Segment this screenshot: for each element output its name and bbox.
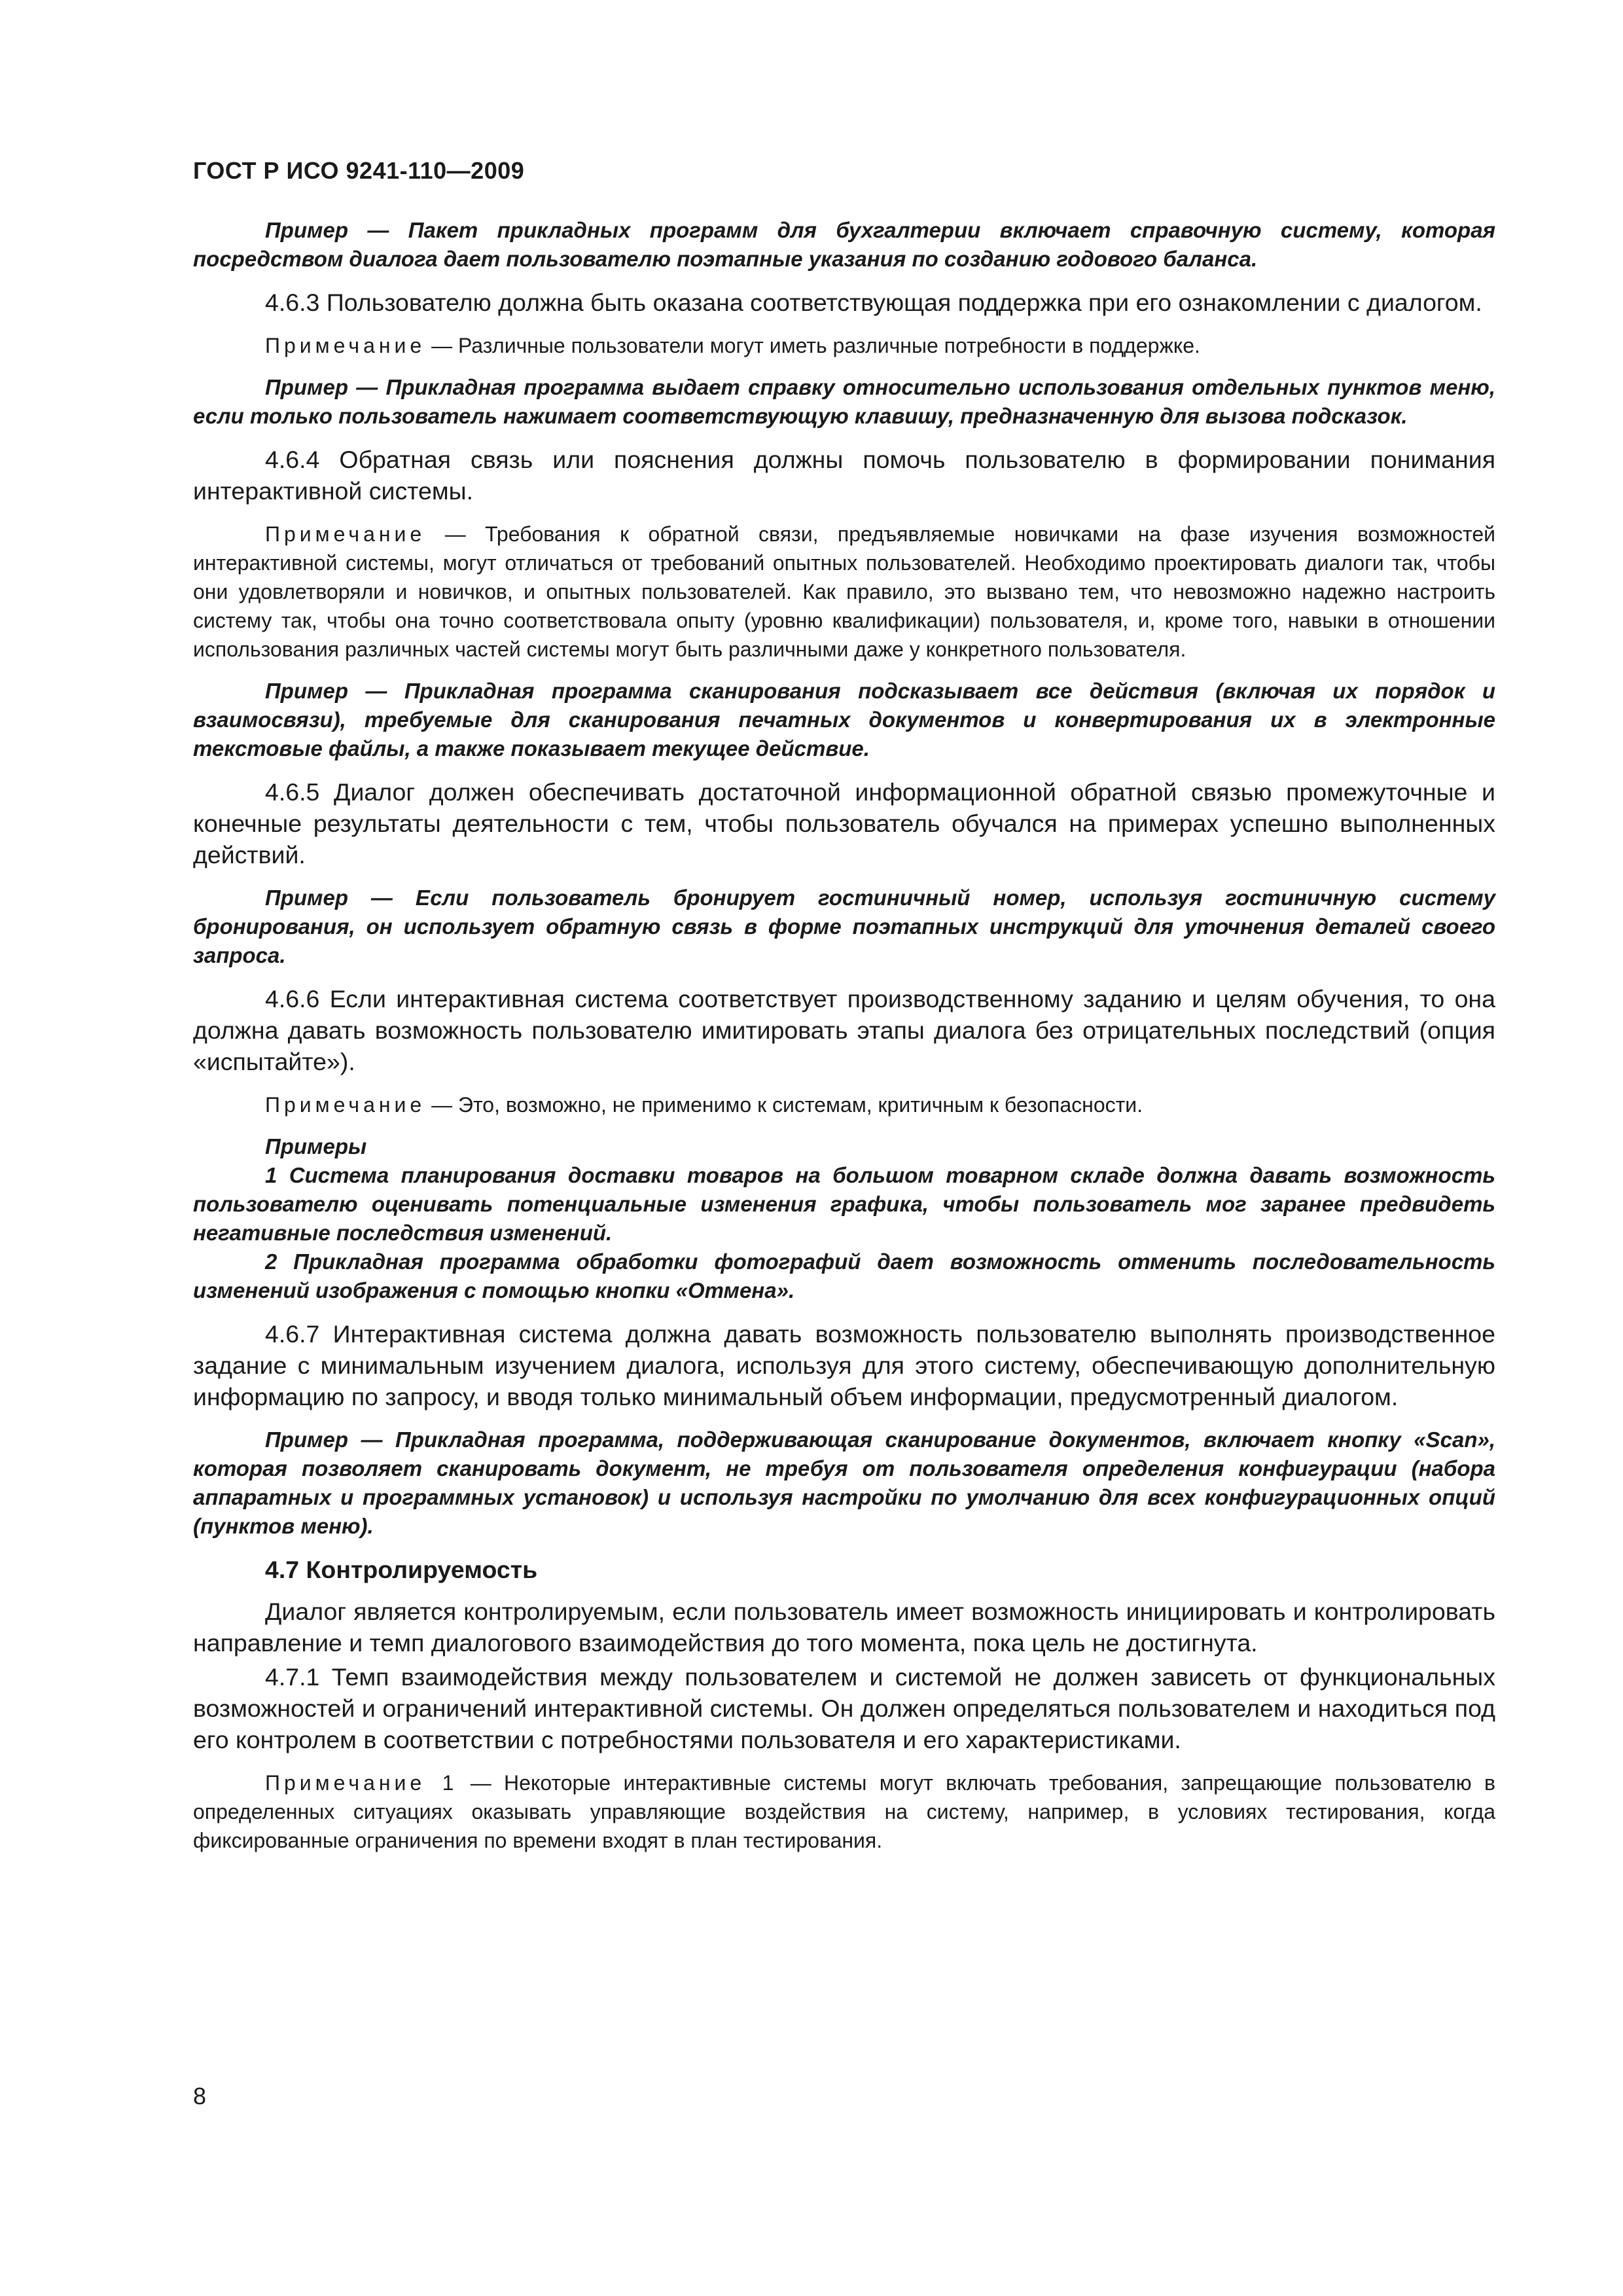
note-lead: Примечание <box>265 1771 426 1795</box>
note-lead: Примечание <box>265 1093 426 1117</box>
note-text: — Требования к обратной связи, предъявляемые новичками на фазе изучения возможностей интерактивной системы, могут отличаться от требований опытных пользователей. Необходимо проектировать диалоги так, чтобы они удовлетворяли и новичков, и опытных пользователей. Как правило, это вызвано тем, что невозможно надежно настроить систему так, чтобы она точно соответствовала опыту (уровню квалификации) пользователя, и, кроме того, навыки в отношении использования различных частей системы могут быть различными даже у конкретного пользователя. <box>193 522 1495 661</box>
document-header: ГОСТ Р ИСО 9241-110—2009 <box>193 157 525 184</box>
document-page <box>193 157 1495 1868</box>
clause-4-6-5: 4.6.5 Диалог должен обеспечивать достаточной информационной обратной связью промежуточные и конечные результаты деятельности с тем, чтобы пользователь обучался на примерах успешно выполненных действий. <box>193 778 1495 869</box>
note-paragraph <box>193 1768 1495 1855</box>
examples-title: Примеры <box>265 1134 367 1158</box>
note-paragraph <box>193 1090 1495 1119</box>
clause-4-6-4: 4.6.4 Обратная связь или пояснения должны помочь пользователю в формировании понимания интерактивной системы. <box>193 446 1495 505</box>
note-number: 1 <box>425 1771 458 1795</box>
example-paragraph: Пример — Прикладная программа сканирования подсказывает все действия (включая их порядок и взаимосвязи), требуемые для сканирования печатных документов и конвертирования их в электронные текстовые файлы, а также показывает текущее действие. <box>193 679 1495 761</box>
section-4-7-intro: Диалог является контролируемым, если пользователь имеет возможность инициировать и контролировать направление и темп диалогового взаимодействия до того момента, пока цель не достигнута. <box>193 1598 1495 1657</box>
note-text: — Некоторые интерактивные системы могут включать требования, запрещающие пользователю в определенных ситуациях оказывать управляющие воздействия на систему, например, в условиях тестирования, когда фиксированные ограничения по времени входят в план тестирования. <box>193 1771 1495 1852</box>
note-text: — Это, возможно, не применимо к системам, критичным к безопасности. <box>425 1093 1143 1117</box>
note-lead: Примечание <box>265 522 426 546</box>
note-paragraph <box>193 331 1495 360</box>
example-item-2: 2 Прикладная программа обработки фотографий дает возможность отменить последовательность изменений изображения с помощью кнопки «Отмена». <box>193 1249 1495 1302</box>
clause-4-6-7: 4.6.7 Интерактивная система должна давать возможность пользователю выполнять производственное задание с минимальным изучением диалога, используя для этого систему, обеспечивающую дополнительную информацию по запросу, и вводя только минимальный объем информации, предусмотренный диалогом. <box>193 1320 1495 1410</box>
clause-4-7-1: 4.7.1 Темп взаимодействия между пользователем и системой не должен зависеть от функциональных возможностей и ограничений интерактивной системы. Он должен определяться пользователем и находиться под его контролем в соответствии с потребностями пользователя и его характеристиками. <box>193 1663 1495 1753</box>
section-heading-4-7: 4.7 Контролируемость <box>265 1556 538 1583</box>
note-text: — Различные пользователи могут иметь различные потребности в поддержке. <box>425 334 1200 357</box>
clause-4-6-3: 4.6.3 Пользователю должна быть оказана соответствующая поддержка при его ознакомлении с диалогом. <box>265 289 1482 316</box>
page-number: 8 <box>193 2083 207 2109</box>
example-paragraph: Пример — Если пользователь бронирует гостиничный номер, используя гостиничную систему бронирования, он использует обратную связь в форме поэтапных инструкций для уточнения деталей своего запроса. <box>193 886 1495 967</box>
note-paragraph <box>193 520 1495 664</box>
note-lead: Примечание <box>265 334 426 357</box>
example-paragraph: Пример — Прикладная программа выдает справку относительно использования отдельных пунктов меню, если только пользователь нажимает соответствующую клавишу, предназначенную для вызова подсказок. <box>193 375 1495 428</box>
example-item-1: 1 Система планирования доставки товаров на большом товарном складе должна давать возможность пользователю оценивать потенциальные изменения графика, чтобы пользователь мог заранее предвидеть негативные последствия изменений. <box>193 1163 1495 1245</box>
example-paragraph: Пример — Пакет прикладных программ для бухгалтерии включает справочную систему, которая посредством диалога дает пользователю поэтапные указания по созданию годового баланса. <box>193 218 1495 271</box>
clause-4-6-6: 4.6.6 Если интерактивная система соответствует производственному заданию и целям обучения, то она должна давать возможность пользователю имитировать этапы диалога без отрицательных последствий (опция «испытайте»). <box>193 985 1495 1075</box>
example-paragraph: Пример — Прикладная программа, поддерживающая сканирование документов, включает кнопку «Scan», которая позволяет сканировать документ, не требуя от пользователя определения конфигурации (набора аппаратных и программных установок) и используя настройки по умолчанию для всех конфигурационных опций (пунктов меню). <box>193 1427 1495 1538</box>
